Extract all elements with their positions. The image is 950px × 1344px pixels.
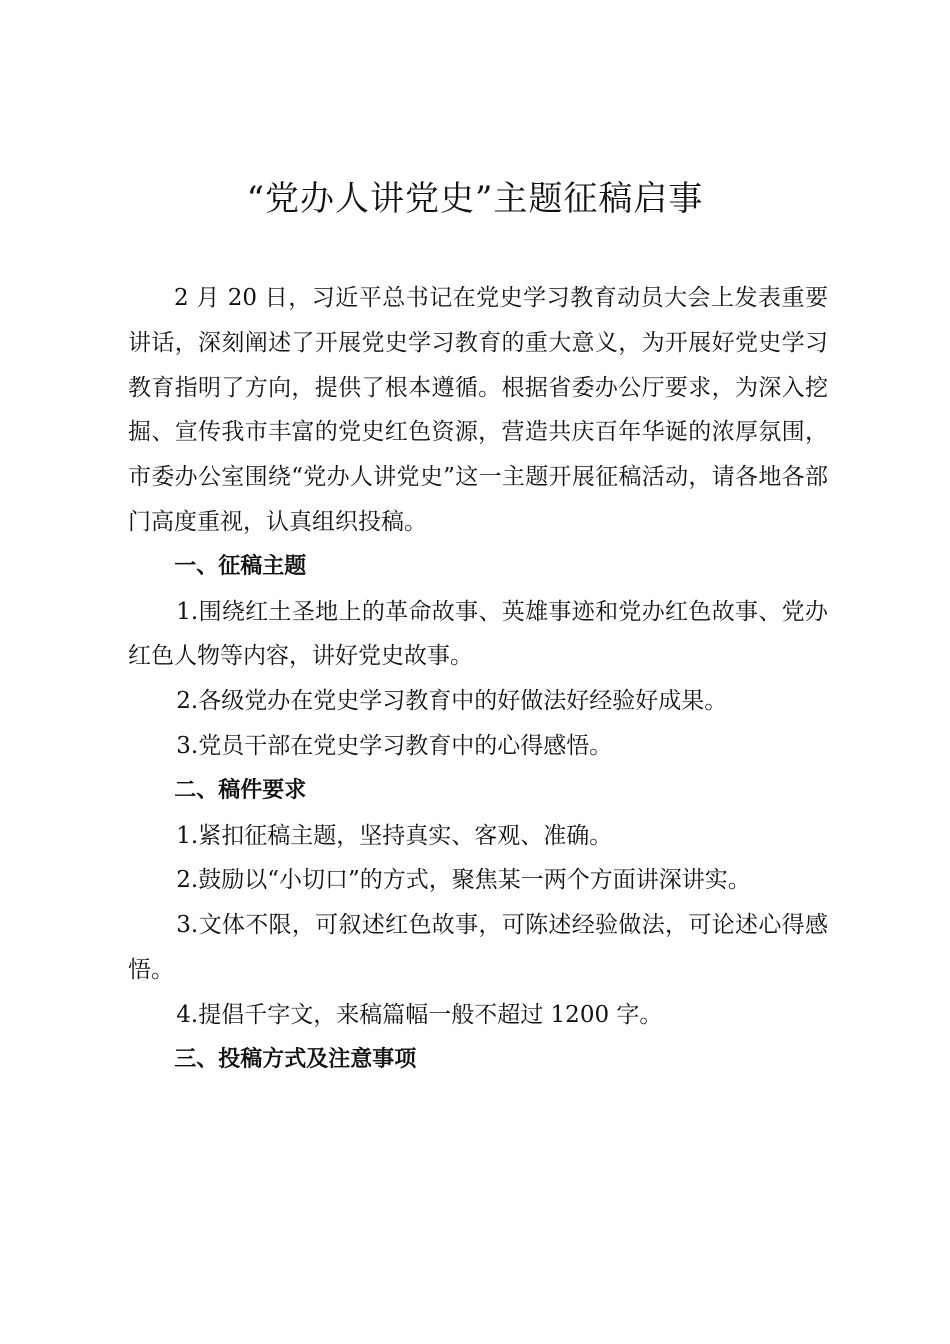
list-item: 2.各级党办在党史学习教育中的好做法好经验好成果。 [176, 688, 728, 715]
list-item: 3.党员干部在党史学习教育中的心得感悟。 [176, 732, 613, 759]
document-body [128, 276, 828, 1082]
list-item: 2.鼓励以“小切口”的方式，聚焦某一两个方面讲深讲实。 [176, 867, 751, 894]
section-heading-requirements: 二、稿件要求 [174, 777, 307, 803]
section-heading-submission: 三、投稿方式及注意事项 [174, 1046, 417, 1072]
intro-paragraph: 2 月 20 日，习近平总书记在党史学习教育动员大会上发表重要讲话，深刻阐述了开展党史学习教育的重大意义，为开展好党史学习教育指明了方向，提供了根本遵循。根据省委办公厅要求，为深入挖掘、宣传我市丰富的党史红色资源，营造共庆百年华诞的浓厚氛围，市委办公室围绕“党办人讲党史”这一主题开展征稿活动，请各地各部门高度重视，认真组织投稿。 [128, 285, 828, 535]
page-title: “党办人讲党史”主题征稿启事 [246, 179, 704, 219]
list-item: 1.紧扣征稿主题，坚持真实、客观、准确。 [176, 822, 613, 849]
list-item: 4.提倡千字文，来稿篇幅一般不超过 1200 字。 [176, 1001, 663, 1028]
list-item: 3.文体不限，可叙述红色故事，可陈述经验做法，可论述心得感悟。 [128, 912, 828, 983]
section-heading-topics: 一、征稿主题 [174, 553, 307, 579]
list-item: 1.围绕红土圣地上的革命故事、英雄事迹和党办红色故事、党办红色人物等内容，讲好党史故事。 [128, 598, 828, 670]
